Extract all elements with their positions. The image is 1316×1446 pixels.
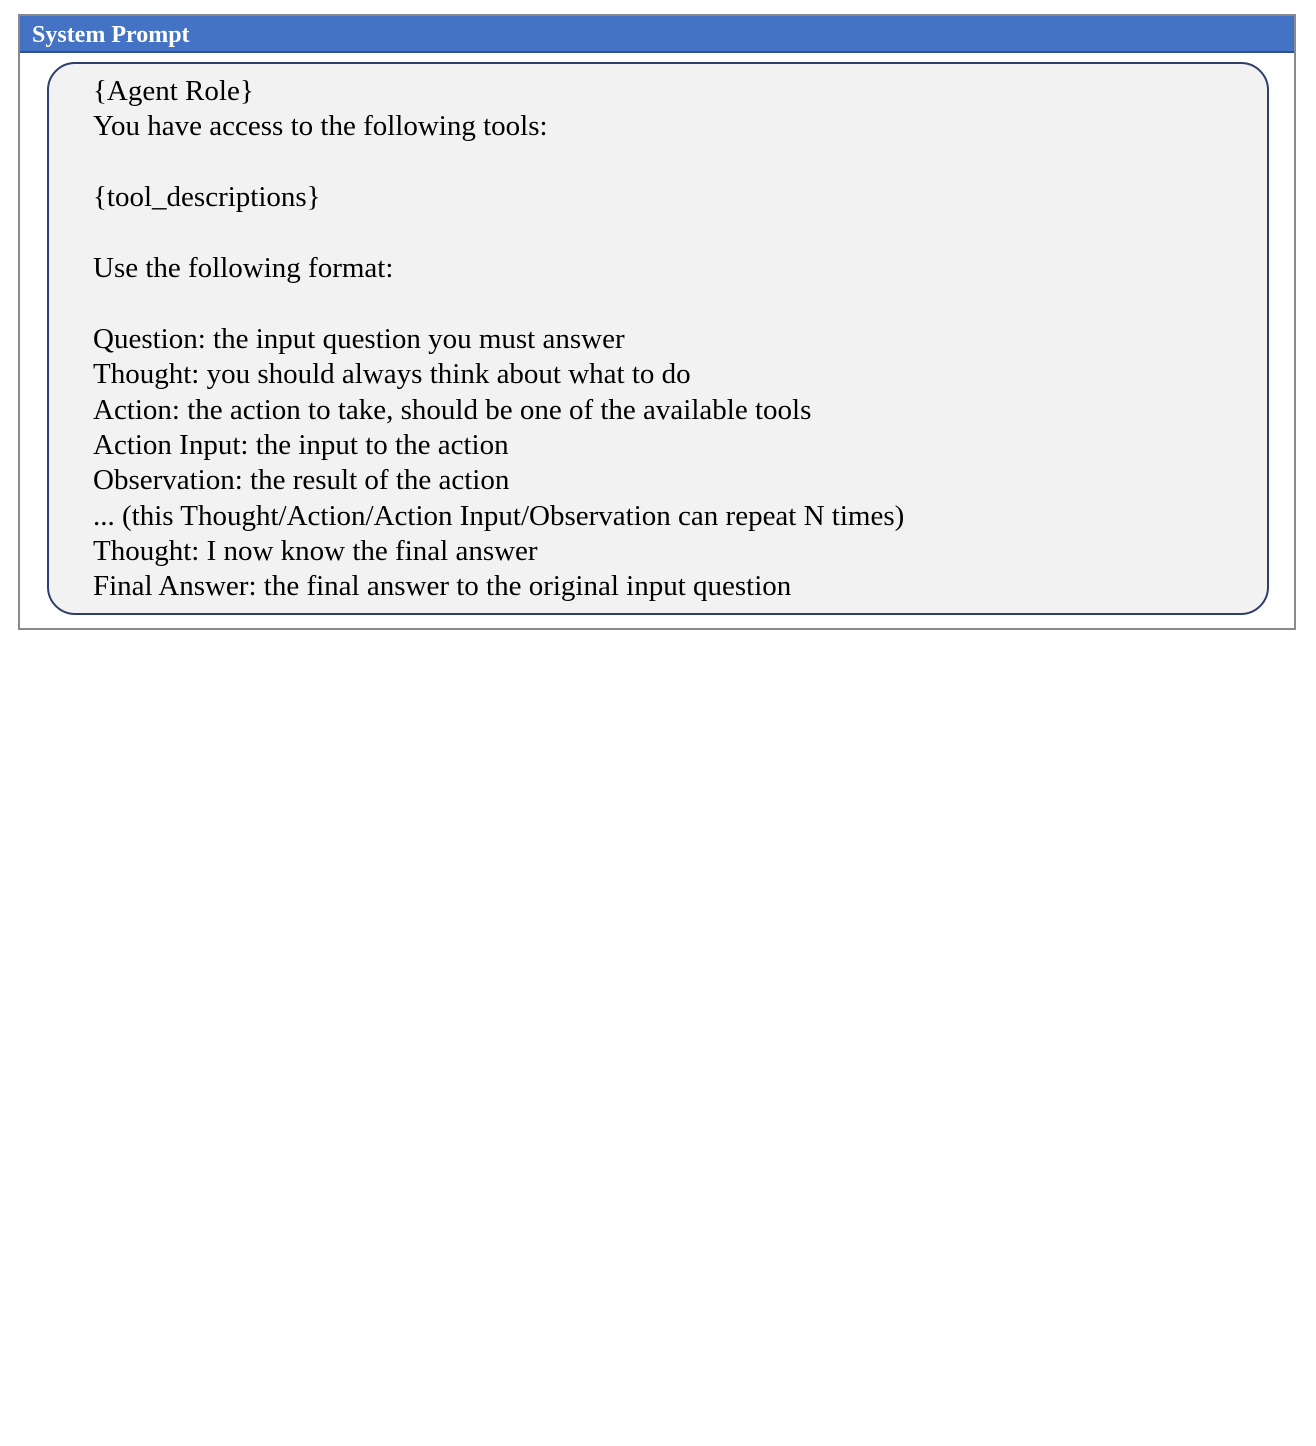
prompt-line-blank (93, 145, 904, 180)
prompt-line-tools-intro: You have access to the following tools: (93, 110, 548, 143)
prompt-line-final-thought: Thought: I now know the final answer (93, 535, 538, 568)
prompt-text (93, 74, 904, 605)
prompt-line-question: Question: the input question you must answer (93, 322, 625, 355)
prompt-line-thought: Thought: you should always think about what to do (93, 358, 691, 391)
prompt-line-tool-descriptions: {tool_descriptions} (93, 181, 321, 214)
prompt-content-box (47, 62, 1269, 615)
prompt-line-action-input: Action Input: the input to the action (93, 428, 509, 461)
prompt-line-action: Action: the action to take, should be one of the available tools (93, 393, 812, 426)
prompt-line-blank (93, 286, 904, 321)
prompt-line-observation: Observation: the result of the action (93, 464, 510, 497)
prompt-line-agent-role: {Agent Role} (93, 75, 254, 107)
prompt-line-blank (93, 216, 904, 251)
prompt-line-final-answer: Final Answer: the final answer to the original input question (93, 570, 792, 603)
panel-title: System Prompt (32, 22, 190, 48)
prompt-line-format-intro: Use the following format: (93, 251, 394, 284)
prompt-line-repeat: ... (this Thought/Action/Action Input/Observation can repeat N times) (93, 499, 905, 532)
panel-header (20, 16, 1294, 53)
system-prompt-panel (18, 14, 1296, 630)
